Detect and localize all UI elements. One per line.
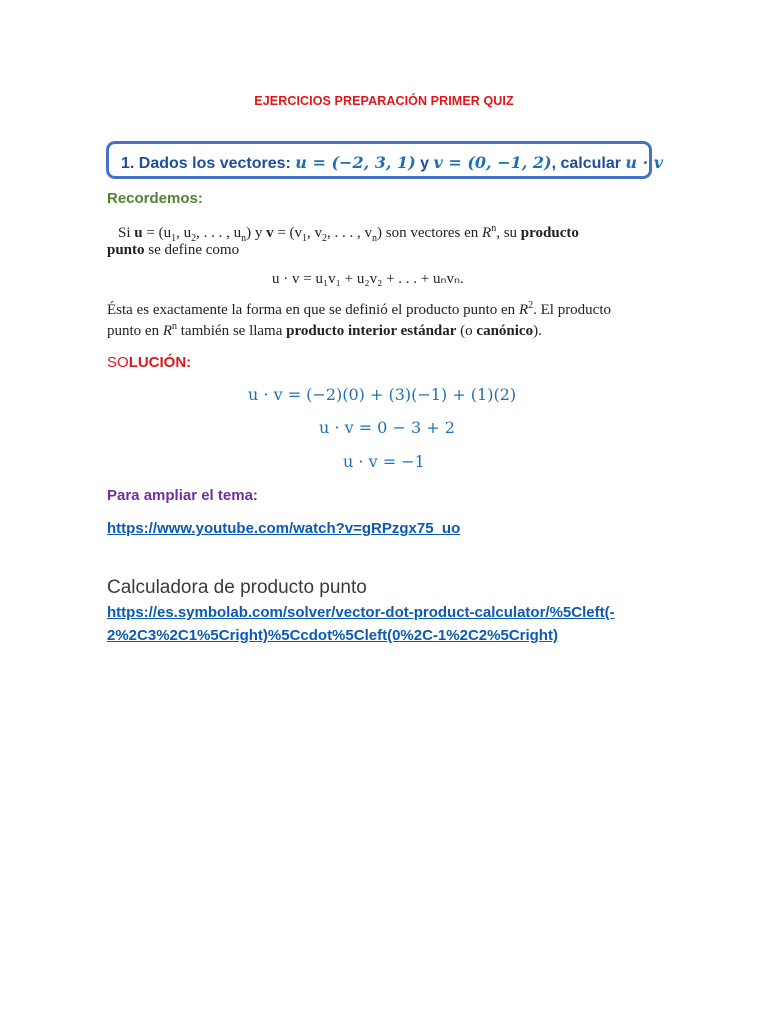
ampliar-heading: Para ampliar el tema: — [107, 487, 258, 504]
recordemos-heading: Recordemos: — [107, 190, 203, 207]
vector-v-definition: v = (0, −1, 2) — [433, 153, 552, 172]
question-lead: 1. Dados los vectores: — [121, 155, 296, 172]
page-title: EJERCICIOS PREPARACIÓN PRIMER QUIZ — [254, 94, 514, 108]
vector-u-definition: u = (−2, 3, 1) — [295, 153, 416, 172]
equation-1: u · v = (−2)(0) + (3)(−1) + (1)(2) — [248, 385, 517, 404]
dot-product-expression: u · v — [625, 153, 664, 172]
equation-3: u · v = −1 — [343, 452, 425, 471]
symbolab-link-line-2[interactable]: 2%2C3%2C1%5Cright)%5Ccdot%5Cleft(0%2C-1%2C2%5Cright) — [107, 627, 558, 644]
question-text — [121, 153, 663, 173]
calculator-label: Calculadora de producto punto — [107, 577, 367, 598]
definition-line-3: Ésta es exactamente la forma en que se definió el producto punto en $R^2$. El producto — [107, 300, 612, 318]
definition-line-4: punto en $R^n$ también se llama producto interior estándar (o canónico). — [107, 321, 542, 339]
youtube-link[interactable]: https://www.youtube.com/watch?v=gRPzgx75_uo — [107, 520, 461, 537]
definition-line-1: Si $u = (u_1$, $u_2$, . . . , $u_n$) y $v = (v_1$, $v_2$, . . . , $v_n$) son vectores en $R^n$, su producto — [118, 223, 579, 244]
equation-2: u · v = 0 − 3 + 2 — [319, 418, 455, 437]
symbolab-link-line-1[interactable]: https://es.symbolab.com/solver/vector-dot-product-calculator/%5Cleft(- — [107, 604, 615, 621]
dot-product-formula: u · v = u₁v₁ + u₂v₂ + . . . + uₙvₙ. — [272, 271, 464, 287]
solucion-heading: SOLUCIÓN: — [107, 354, 192, 371]
definition-line-2: punto se define como — [107, 242, 240, 258]
question-y: y — [415, 155, 434, 172]
question-mid: , calcular — [551, 155, 626, 172]
